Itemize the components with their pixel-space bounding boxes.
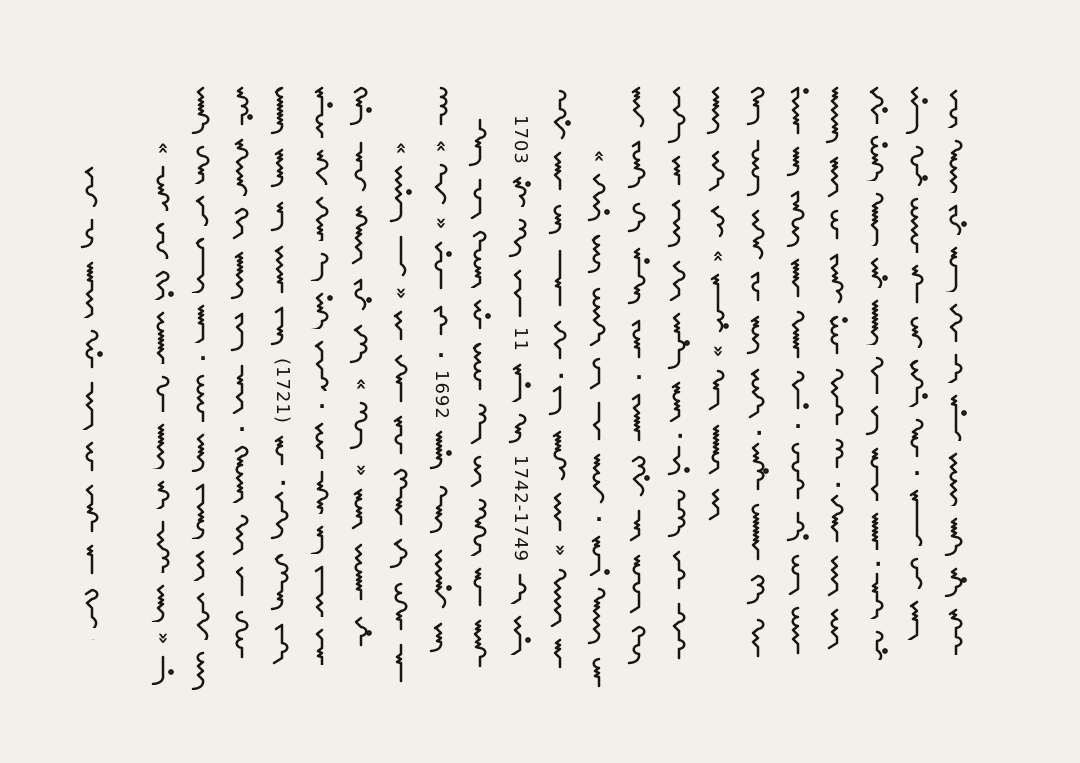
mongolian-word [583,356,615,390]
mongolian-word [623,392,655,445]
comma-dot: · [595,506,603,531]
mongolian-word [266,147,298,190]
mongolian-word [187,591,219,640]
mongolian-word [266,490,298,542]
full-stop-dots: ·· [82,638,103,640]
mongolian-word [464,229,496,288]
close-quote-mark: » [390,286,413,300]
mongolian-word [464,341,496,391]
mongolian-word [464,298,496,332]
mongolian-word [306,85,338,138]
mongolian-word [583,452,615,503]
mongolian-word [901,488,933,546]
mongolian-word [702,85,734,139]
close-quote-mark: » [549,544,572,557]
mongolian-word [425,621,457,657]
mongolian-word [306,339,338,392]
mongolian-word [663,154,695,188]
mongolian-word [345,400,377,454]
mongolian-word [226,311,258,353]
mongolian-word [464,497,496,556]
mongolian-word [345,277,377,313]
mongolian-word [464,402,496,444]
full-stop-dots: ·· [669,432,690,435]
mongolian-word [861,571,893,618]
mongolian-word [663,380,695,422]
mongolian-word [940,245,972,292]
open-quote-mark: « [152,142,175,155]
mongolian-word [306,564,338,617]
mongolian-word [821,554,853,597]
mongolian-word [464,454,496,488]
mongolian-word [345,615,377,651]
mongolian-word [385,642,417,685]
mongolian-word [782,145,814,178]
mongolian-word [464,566,496,608]
mongolian-word [821,314,853,357]
mongolian-word [226,565,258,599]
mongolian-word [76,165,108,207]
mongolian-word [504,572,536,605]
mongolian-word [544,567,576,628]
mongolian-word [940,352,972,384]
mongolian-word [504,412,536,445]
mongolian-word [782,441,814,500]
mongolian-word [821,493,853,544]
mongolian-word [702,368,734,413]
mongolian-word [663,198,695,249]
mongolian-word [861,85,893,124]
mongolian-word [425,548,457,611]
mongolian-word [901,417,933,458]
mongolian-word [147,310,179,364]
mongolian-word [504,217,536,258]
comma-dot: · [794,414,802,438]
mongolian-word [940,451,972,506]
mongolian-word [901,315,933,348]
mongolian-word [861,134,893,181]
mongolian-word [583,586,615,646]
mongolian-word [504,268,536,317]
mongolian-word [76,543,108,576]
mongolian-word [623,85,655,129]
mongolian-word [742,138,774,198]
mongolian-word [306,469,338,514]
text-column [422,85,460,660]
mongolian-word [782,85,814,135]
mongolian-word [583,172,615,223]
mongolian-word [782,189,814,248]
mongolian-word [147,479,179,510]
mongolian-word [821,155,853,198]
text-column [461,117,499,668]
mongolian-word [742,573,774,607]
mongolian-word [544,319,576,362]
text-column [342,85,380,655]
full-stop-dots: ·· [272,478,293,481]
mongolian-word [742,367,774,419]
mongolian-word [940,566,972,598]
mongolian-word [583,534,615,577]
mongolian-word [385,414,417,457]
mongolian-word [425,304,457,340]
mongolian-word [187,482,219,539]
mongolian-word [425,484,457,538]
full-stop-dots: ·· [550,372,571,375]
mongolian-word [901,144,933,185]
mongolian-word [306,195,338,240]
text-column [580,150,618,690]
open-quote-mark: « [707,250,730,263]
text-column [223,85,261,660]
mongolian-word [425,85,457,130]
mongolian-word [76,587,108,629]
mongolian-word [345,323,377,368]
mongolian-word [742,270,774,304]
mongolian-word [623,508,655,543]
mongolian-word [385,164,417,224]
mongolian-word [266,434,298,468]
mongolian-word [147,221,179,260]
text-column [858,85,896,660]
mongolian-word [742,617,774,660]
text-column [263,85,301,665]
mongolian-word [901,358,933,407]
mongolian-word [266,244,298,296]
mongolian-word [306,421,338,459]
mongolian-word [306,148,338,186]
close-quote-mark: » [707,345,730,358]
mongolian-word [306,291,338,329]
mongolian-word [76,483,108,533]
mongolian-word [385,537,417,571]
mongolian-word [782,605,814,655]
mongolian-word [187,144,219,184]
mongolian-word [623,139,655,192]
close-quote-mark: » [430,217,453,230]
mongolian-word [702,204,734,240]
mongolian-word [306,627,338,665]
mongolian-word [623,246,655,307]
mongolian-word [901,85,933,134]
comma-dot: · [318,394,326,419]
mongolian-word [861,404,893,435]
mongolian-word [226,363,258,414]
year-number: 1742-1749 [510,454,531,562]
full-stop-dots: ·· [748,429,769,431]
mongolian-word [940,516,972,556]
comma-dot: · [199,346,207,371]
mongolian-word [901,599,933,640]
mongolian-word [544,203,576,238]
mongolian-word [187,194,219,226]
mongolian-word [385,581,417,632]
mongolian-word [266,305,298,348]
comma-dot: · [437,342,445,367]
mongolian-word [504,362,536,403]
mongolian-word [861,256,893,287]
year-number: (1721) [272,358,293,425]
text-column [699,85,737,535]
text-column [620,85,658,668]
mongolian-word [187,303,219,343]
mongolian-word [940,203,972,235]
mongolian-word [544,248,576,309]
close-quote-mark: » [350,464,373,477]
mongolian-word [742,208,774,260]
mongolian-word [544,88,576,140]
mongolian-word [464,177,496,219]
mongolian-word [147,583,179,622]
mongolian-word [940,302,972,342]
mongolian-word [147,519,179,573]
mongolian-word [940,138,972,193]
mongolian-word [583,400,615,443]
mongolian-word [663,259,695,301]
mongolian-word [425,240,457,294]
year-number: 1703 [510,115,531,165]
mongolian-word [663,549,695,591]
mongolian-word [583,656,615,690]
mongolian-word [345,542,377,605]
mongolian-word [425,429,457,474]
mongolian-word [861,629,893,660]
mongolian-word [782,369,814,411]
mongolian-word [663,488,695,539]
mongolian-word [464,117,496,167]
mongolian-word [306,524,338,554]
text-column [779,85,817,655]
text-column [660,85,698,660]
mongolian-word [901,196,933,254]
mongolian-word [226,444,258,503]
mongolian-word [187,650,219,690]
comma-dot: · [238,417,246,441]
mongolian-word [266,85,298,137]
mongolian-word [663,444,695,478]
mongolian-word [226,85,258,127]
mongolian-word [901,556,933,589]
mongolian-word [940,88,972,128]
text-column [818,85,856,650]
mongolian-word [187,85,219,134]
mongolian-word [782,309,814,359]
mongolian-word [226,609,258,660]
mongolian-word [266,622,298,665]
mongolian-word [623,201,655,236]
open-quote-mark: « [390,142,413,155]
text-column [382,142,420,685]
mongolian-word [742,314,774,357]
mongolian-word [345,487,377,532]
mongolian-word [345,140,377,194]
mongolian-word [821,85,853,145]
mongolian-word [821,607,853,650]
mongolian-word [861,511,893,550]
mongolian-word [187,549,219,581]
mongolian-word [306,251,338,281]
text-column [184,85,222,690]
mongolian-word [702,487,734,523]
open-quote-mark: « [588,150,611,163]
text-column [739,85,777,660]
mongolian-word [623,624,655,668]
mongolian-word [782,553,814,595]
mongolian-word [76,217,108,250]
mongolian-word [821,208,853,242]
mongolian-word [782,257,814,299]
mongolian-word [385,353,417,404]
mongolian-word [544,637,576,672]
mongolian-word [226,250,258,301]
text-column [144,142,182,685]
open-quote-mark: « [350,378,373,391]
mongolian-word [544,429,576,481]
mongolian-word [147,374,179,413]
mongolian-word [385,309,417,343]
mongolian-word [821,367,853,427]
mongolian-word [147,164,179,210]
mongolian-word [76,440,108,473]
mongolian-word [147,269,179,300]
mongolian-word [663,85,695,144]
mongolian-word [76,380,108,430]
mongolian-word [742,85,774,128]
mongolian-word [623,454,655,498]
mongolian-word [464,618,496,668]
mongolian-word [345,85,377,130]
mongolian-word [623,553,655,614]
mongolian-word [861,298,893,345]
mongolian-word [702,149,734,194]
mongolian-word [345,204,377,267]
mongolian-word [147,422,179,468]
mongolian-word [266,552,298,612]
mongolian-word [76,328,108,370]
text-column [541,88,579,672]
year-number: 1692 [431,369,452,420]
mongolian-word [544,491,576,534]
text-column [73,165,111,640]
mongolian-word [544,150,576,193]
mongolian-word [583,286,615,346]
mongolian-word [425,162,457,207]
mongolian-word [266,200,298,234]
mongolian-word [385,234,417,277]
mongolian-word [187,373,219,422]
mongolian-word [702,423,734,477]
mongolian-word [385,467,417,527]
mongolian-word [226,137,258,196]
mongolian-word [861,191,893,246]
mongolian-word [702,272,734,335]
text-column [937,88,975,655]
mongolian-word [782,510,814,543]
mongolian-word [544,384,576,419]
mongolian-word [663,311,695,370]
mongolian-word [187,236,219,293]
mongolian-word [940,607,972,654]
mongolian-word [663,601,695,660]
mongolian-word [226,513,258,555]
close-quote-mark: » [152,631,175,645]
mongolian-word [861,446,893,501]
mongolian-word [226,206,258,240]
text-column [501,115,539,655]
open-quote-mark: « [430,140,453,153]
mongolian-word [742,441,774,493]
mongolian-word [901,263,933,304]
full-stop-dots: ·· [827,481,848,483]
mongolian-word [742,502,774,562]
year-number: 11 [510,326,531,352]
mongolian-word [821,437,853,471]
text-column [898,85,936,640]
mongolian-word [147,654,179,685]
mongolian-word [187,432,219,472]
full-stop-dots: ·· [867,559,888,562]
comma-dot: · [913,461,921,486]
mongolian-word [504,175,536,208]
mongolian-word [821,252,853,303]
text-column [303,85,341,665]
mongolian-word [583,233,615,276]
mongolian-word [861,355,893,394]
mongolian-word [623,318,655,362]
mongolian-word [76,260,108,318]
comma-dot: · [635,364,643,389]
mongolian-word [940,393,972,440]
mongolian-word [504,614,536,655]
